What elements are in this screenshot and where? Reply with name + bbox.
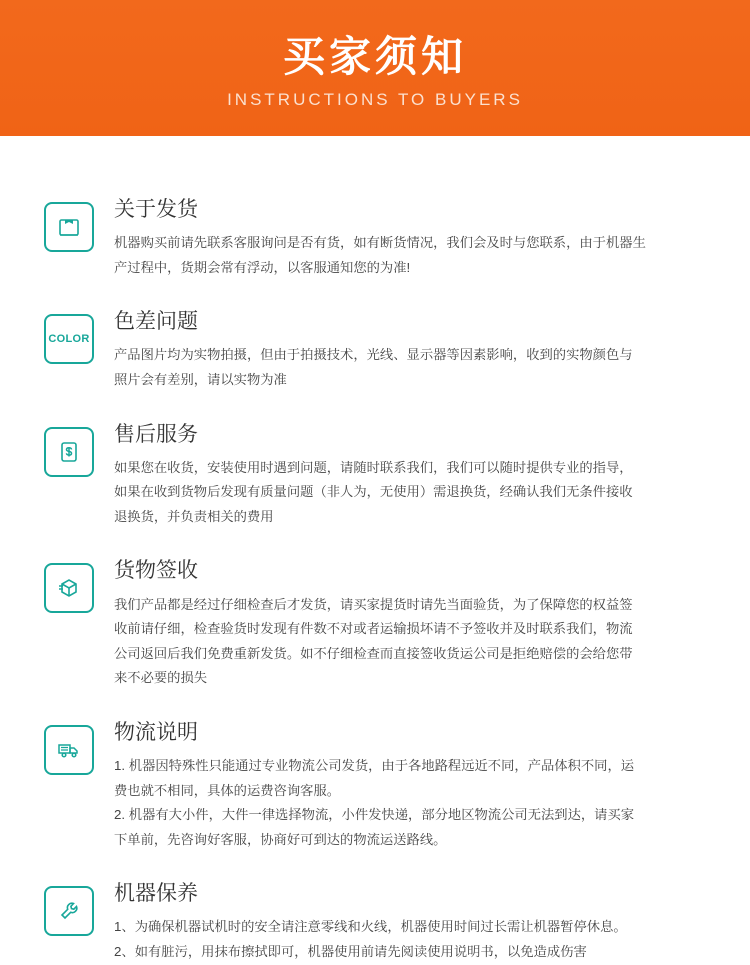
section-text <box>114 915 706 964</box>
box-delivery-icon <box>44 202 94 252</box>
wrench-maintenance-icon <box>44 886 94 936</box>
list-item-body <box>114 559 706 690</box>
package-sign-icon <box>44 563 94 613</box>
text-line: 2. 机器有大小件，大件一律选择物流，小件发快递，部分地区物流公司无法到达，请买家 <box>114 807 635 823</box>
text-line: 公司返回后我们免费重新发货。如不仔细检查而直接签收货运公司是拒绝赔偿的会给您带 <box>114 645 633 661</box>
instructions-list <box>0 136 750 965</box>
section-title: 机器保养 <box>114 882 198 906</box>
text-line: 如果在收到货物后发现有质量问题（非人为，无使用）需退换货，经确认我们无条件接收 <box>114 484 633 500</box>
list-item <box>44 559 706 690</box>
page-subtitle: INSTRUCTIONS TO BUYERS <box>227 90 523 110</box>
list-item <box>44 310 706 392</box>
text-line: 我们产品都是经过仔细检查后才发货，请买家提货时请先当面验货，为了保障您的权益签 <box>114 596 633 612</box>
text-line: 费也就不相同，具体的运费咨询客服。 <box>114 782 341 798</box>
list-item <box>44 882 706 964</box>
section-text <box>114 343 706 392</box>
page-header <box>0 0 750 136</box>
text-line: 如果您在收货，安装使用时遇到问题，请随时联系我们，我们可以随时提供专业的指导， <box>114 459 633 475</box>
text-line: 退换货，并负责相关的费用 <box>114 508 274 524</box>
section-text <box>114 231 706 280</box>
text-line: 下单前，先咨询好客服，协商好可到达的物流运送路线。 <box>114 831 447 847</box>
text-line: 来不必要的损失 <box>114 670 208 686</box>
text-line: 产品图片均为实物拍摄，但由于拍摄技术，光线、显示器等因素影响，收到的实物颜色与 <box>114 347 633 363</box>
section-text <box>114 593 706 691</box>
text-line: 1. 机器因特殊性只能通过专业物流公司发货，由于各地路程远近不同，产品体积不同，运 <box>114 758 635 773</box>
text-line: 1、为确保机器试机时的安全请注意零线和火线，机器使用时间过长需让机器暂停休息。 <box>114 919 627 935</box>
list-item <box>44 721 706 852</box>
section-title: 色差问题 <box>114 310 198 334</box>
text-line: 收前请仔细，检查验货时发现有件数不对或者运输损坏请不予签收并及时联系我们，物流 <box>114 621 633 637</box>
truck-logistics-icon <box>44 725 94 775</box>
color-swatch-icon <box>44 314 94 364</box>
dollar-service-icon <box>44 427 94 477</box>
text-line: 机器购买前请先联系客服询问是否有货，如有断货情况，我们会及时与您联系，由于机器生 <box>114 235 646 251</box>
color-icon-label: COLOR <box>48 333 90 346</box>
list-item <box>44 198 706 280</box>
section-text <box>114 754 706 852</box>
section-text <box>114 456 706 530</box>
page-title: 买家须知 <box>282 32 467 80</box>
list-item <box>44 423 706 530</box>
list-item-body <box>114 423 706 530</box>
section-title: 售后服务 <box>114 422 198 446</box>
list-item-body <box>114 882 706 964</box>
text-line: 2、如有脏污，用抹布擦拭即可，机器使用前请先阅读使用说明书，以免造成伤害 <box>114 944 587 960</box>
list-item-body <box>114 198 706 280</box>
section-title: 关于发货 <box>114 198 198 221</box>
section-title: 物流说明 <box>114 720 198 744</box>
text-line: 照片会有差别，请以实物为准 <box>114 371 287 387</box>
list-item-body <box>114 310 706 392</box>
list-item-body <box>114 721 706 852</box>
section-title: 货物签收 <box>114 559 198 583</box>
text-line: 产过程中，货期会常有浮动，以客服通知您的为准! <box>114 259 411 275</box>
